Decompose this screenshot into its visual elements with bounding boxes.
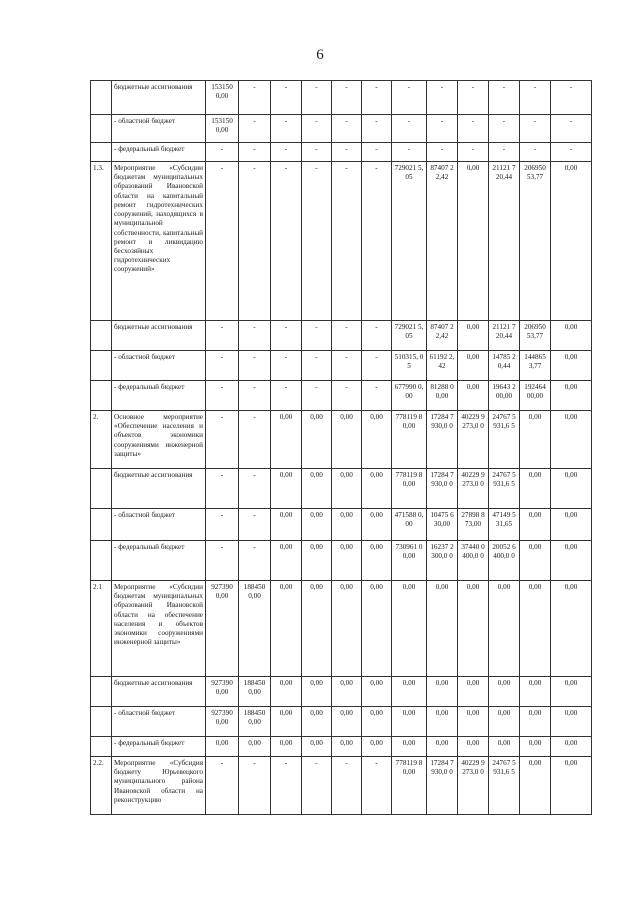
row-name: Мероприятие «Субсидии бюджетам муниципальных образований Ивановской области на капитальный ремонт гидротехнических сооружений, находящихся в муниципальной собственности, капитальный ремонт и ликвидацию бесхозяйных гидротехнических сооружений» <box>112 162 206 321</box>
row-value: - <box>206 541 239 581</box>
row-value: - <box>271 351 302 381</box>
row-value: - <box>302 381 332 411</box>
row-value: - <box>271 81 302 115</box>
row-value: 0,00 <box>551 677 592 707</box>
row-value: 0,00 <box>332 469 362 509</box>
row-value: - <box>362 115 392 143</box>
row-value: 0,00 <box>392 581 427 677</box>
row-value: - <box>271 162 302 321</box>
table-row <box>91 677 592 707</box>
row-value: 0,00 <box>551 381 592 411</box>
table-row <box>91 162 592 321</box>
row-value: 0,00 <box>302 737 332 757</box>
row-value: 81288 00,00 <box>427 381 458 411</box>
row-value: 0,00 <box>551 351 592 381</box>
row-value: - <box>362 381 392 411</box>
row-value: 14785 20,44 <box>489 351 520 381</box>
row-number: 1.3. <box>91 162 112 321</box>
row-name: - областной бюджет <box>112 509 206 541</box>
row-value: - <box>239 81 271 115</box>
row-name: - федеральный бюджет <box>112 381 206 411</box>
row-value: 61192 2,42 <box>427 351 458 381</box>
row-value: 0,00 <box>271 469 302 509</box>
row-value: - <box>302 143 332 162</box>
row-value: 40229 9273,0 0 <box>458 469 489 509</box>
row-value: - <box>362 321 392 351</box>
row-value: 0,00 <box>332 509 362 541</box>
row-value: - <box>271 143 302 162</box>
row-value: 778119 80,00 <box>392 757 427 815</box>
row-value: 0,00 <box>332 541 362 581</box>
row-value: 0,00 <box>271 707 302 737</box>
row-value: 0,00 <box>458 321 489 351</box>
row-value: - <box>302 162 332 321</box>
budget-table <box>90 80 592 815</box>
row-name: - областной бюджет <box>112 707 206 737</box>
row-name: бюджетные ассигнования <box>112 321 206 351</box>
row-name: бюджетные ассигнования <box>112 81 206 115</box>
row-value: 19643 200,00 <box>489 381 520 411</box>
row-value: - <box>206 143 239 162</box>
row-value: 144865 3,77 <box>520 351 551 381</box>
table-row <box>91 411 592 469</box>
row-value: 0,00 <box>427 737 458 757</box>
row-value: 188450 0,00 <box>239 677 271 707</box>
row-value: 0,00 <box>271 509 302 541</box>
row-value: - <box>362 351 392 381</box>
table-row <box>91 509 592 541</box>
row-value: 471588 0,00 <box>392 509 427 541</box>
row-value: 0,00 <box>362 541 392 581</box>
row-value: 0,00 <box>551 469 592 509</box>
row-value: - <box>332 351 362 381</box>
row-name: Мероприятие «Субсидии бюджетам муниципальных образований Ивановской области на обеспечение населения и объектов экономики сооружениями инженерной защиты» <box>112 581 206 677</box>
row-number <box>91 541 112 581</box>
row-value: 0,00 <box>302 541 332 581</box>
row-value: 0,00 <box>551 509 592 541</box>
row-value: - <box>302 81 332 115</box>
row-value: 0,00 <box>332 707 362 737</box>
row-value: - <box>489 143 520 162</box>
row-value: - <box>206 411 239 469</box>
row-value: 0,00 <box>520 737 551 757</box>
row-value: 0,00 <box>489 737 520 757</box>
row-value: - <box>332 81 362 115</box>
row-value: - <box>206 509 239 541</box>
row-value: 24767 5931,6 5 <box>489 757 520 815</box>
row-value: - <box>458 143 489 162</box>
row-value: - <box>392 81 427 115</box>
row-value: 0,00 <box>551 581 592 677</box>
row-number <box>91 351 112 381</box>
row-value: 0,00 <box>302 581 332 677</box>
row-value: 21121 720,44 <box>489 321 520 351</box>
row-value: - <box>332 143 362 162</box>
row-value: 0,00 <box>302 707 332 737</box>
row-value: 927390 0,00 <box>206 581 239 677</box>
row-value: 0,00 <box>271 411 302 469</box>
row-value: 677990 0,00 <box>392 381 427 411</box>
row-value: 24767 5931,6 5 <box>489 469 520 509</box>
row-value: 0,00 <box>332 737 362 757</box>
row-value: - <box>239 351 271 381</box>
row-value: - <box>239 469 271 509</box>
row-value: 16237 2300,0 0 <box>427 541 458 581</box>
row-value: 0,00 <box>392 677 427 707</box>
row-value: 0,00 <box>302 469 332 509</box>
row-value: - <box>206 351 239 381</box>
table-row <box>91 115 592 143</box>
row-value: 47149 531,65 <box>489 509 520 541</box>
row-value: - <box>427 81 458 115</box>
row-value: 0,00 <box>551 162 592 321</box>
row-value: 0,00 <box>551 541 592 581</box>
row-value: 0,00 <box>551 411 592 469</box>
row-value: - <box>239 541 271 581</box>
row-value: - <box>239 162 271 321</box>
row-value: - <box>427 143 458 162</box>
row-value: - <box>302 757 332 815</box>
row-number <box>91 143 112 162</box>
row-value: 37440 0400,0 0 <box>458 541 489 581</box>
row-value: 0,00 <box>332 411 362 469</box>
table-row <box>91 143 592 162</box>
row-value: 0,00 <box>520 707 551 737</box>
row-value: 206950 53,77 <box>520 321 551 351</box>
table-row <box>91 707 592 737</box>
row-value: 0,00 <box>332 581 362 677</box>
row-value: - <box>206 381 239 411</box>
row-value: - <box>302 351 332 381</box>
row-value: - <box>520 81 551 115</box>
row-value: 0,00 <box>520 469 551 509</box>
row-value: 0,00 <box>458 351 489 381</box>
row-value: - <box>271 757 302 815</box>
row-name: бюджетные ассигнования <box>112 677 206 707</box>
row-value: 0,00 <box>458 677 489 707</box>
row-value: 730961 00,00 <box>392 541 427 581</box>
row-name: - федеральный бюджет <box>112 143 206 162</box>
row-value: 0,00 <box>489 581 520 677</box>
row-number <box>91 677 112 707</box>
row-value: 0,00 <box>302 411 332 469</box>
row-value: - <box>427 115 458 143</box>
row-value: - <box>392 143 427 162</box>
row-value: - <box>489 115 520 143</box>
row-value: 0,00 <box>271 677 302 707</box>
row-value: 24767 5931,6 5 <box>489 411 520 469</box>
row-value: - <box>362 143 392 162</box>
row-value: 0,00 <box>427 581 458 677</box>
row-value: 0,00 <box>551 737 592 757</box>
row-value: 0,00 <box>271 541 302 581</box>
row-value: 927390 0,00 <box>206 677 239 707</box>
table-row <box>91 541 592 581</box>
row-value: - <box>362 162 392 321</box>
row-value: - <box>551 115 592 143</box>
row-value: 0,00 <box>362 737 392 757</box>
row-number: 2. <box>91 411 112 469</box>
row-name: - областной бюджет <box>112 351 206 381</box>
row-value: - <box>206 757 239 815</box>
row-value: - <box>271 321 302 351</box>
row-value: - <box>458 81 489 115</box>
row-value: 778119 80,00 <box>392 469 427 509</box>
row-value: - <box>332 757 362 815</box>
row-number <box>91 469 112 509</box>
row-value: - <box>239 411 271 469</box>
row-value: 0,00 <box>520 757 551 815</box>
row-value: 0,00 <box>551 757 592 815</box>
row-value: 0,00 <box>427 707 458 737</box>
row-value: 0,00 <box>362 707 392 737</box>
row-value: 0,00 <box>271 581 302 677</box>
row-value: 27898 873,00 <box>458 509 489 541</box>
row-value: - <box>271 115 302 143</box>
row-value: - <box>520 115 551 143</box>
row-value: 0,00 <box>458 737 489 757</box>
row-number: 2.2. <box>91 757 112 815</box>
row-value: - <box>392 115 427 143</box>
row-value: 927390 0,00 <box>206 707 239 737</box>
row-value: - <box>206 162 239 321</box>
row-number <box>91 381 112 411</box>
row-value: 0,00 <box>458 162 489 321</box>
row-value: 188450 0,00 <box>239 707 271 737</box>
row-value: 17284 7930,0 0 <box>427 757 458 815</box>
row-value: 0,00 <box>551 707 592 737</box>
row-value: 0,00 <box>362 581 392 677</box>
row-value: 87407 22,42 <box>427 321 458 351</box>
row-value: 192464 00,00 <box>520 381 551 411</box>
row-value: 21121 720,44 <box>489 162 520 321</box>
row-value: 0,00 <box>458 581 489 677</box>
row-value: 17284 7930,0 0 <box>427 411 458 469</box>
row-value: 40229 9273,0 0 <box>458 757 489 815</box>
table-row <box>91 737 592 757</box>
row-name: бюджетные ассигнования <box>112 469 206 509</box>
row-name: Мероприятие «Субсидия бюджету Юрьевецкого муниципального района Ивановской области на реконструкцию <box>112 757 206 815</box>
row-name: - федеральный бюджет <box>112 541 206 581</box>
row-number: 2.1 <box>91 581 112 677</box>
table-row <box>91 581 592 677</box>
row-value: 0,00 <box>362 469 392 509</box>
row-number <box>91 321 112 351</box>
row-value: 0,00 <box>239 737 271 757</box>
row-value: - <box>332 162 362 321</box>
row-value: 0,00 <box>489 707 520 737</box>
row-value: 206950 53,77 <box>520 162 551 321</box>
row-value: 0,00 <box>520 677 551 707</box>
row-value: 0,00 <box>392 737 427 757</box>
row-value: 0,00 <box>271 737 302 757</box>
row-value: 778119 80,00 <box>392 411 427 469</box>
row-value: - <box>520 143 551 162</box>
row-value: 153150 0,00 <box>206 115 239 143</box>
row-value: 729021 5,05 <box>392 321 427 351</box>
table-row <box>91 757 592 815</box>
row-value: - <box>239 115 271 143</box>
row-value: 40229 9273,0 0 <box>458 411 489 469</box>
row-value: - <box>362 81 392 115</box>
row-value: 0,00 <box>302 509 332 541</box>
row-value: 0,00 <box>206 737 239 757</box>
row-value: 0,00 <box>392 707 427 737</box>
row-number <box>91 509 112 541</box>
row-name: - федеральный бюджет <box>112 737 206 757</box>
table-row <box>91 381 592 411</box>
row-value: 0,00 <box>458 707 489 737</box>
row-value: 0,00 <box>332 677 362 707</box>
row-value: - <box>302 115 332 143</box>
row-value: 0,00 <box>458 381 489 411</box>
table-row <box>91 351 592 381</box>
row-number <box>91 707 112 737</box>
row-number <box>91 737 112 757</box>
row-value: 0,00 <box>520 581 551 677</box>
table-row <box>91 81 592 115</box>
row-value: - <box>239 321 271 351</box>
row-value: 17284 7930,0 0 <box>427 469 458 509</box>
row-value: 10475 630,00 <box>427 509 458 541</box>
row-value: - <box>332 115 362 143</box>
row-value: - <box>206 321 239 351</box>
row-value: - <box>458 115 489 143</box>
row-value: 510315, 05 <box>392 351 427 381</box>
row-value: - <box>206 469 239 509</box>
row-value: - <box>239 509 271 541</box>
table-row <box>91 469 592 509</box>
row-value: 0,00 <box>520 411 551 469</box>
row-name: Основное мероприятие «Обеспечение населения и объектов экономики сооружениями инженерной защиты» <box>112 411 206 469</box>
page-number: 6 <box>316 47 324 63</box>
row-value: 0,00 <box>520 541 551 581</box>
row-value: 87407 22,42 <box>427 162 458 321</box>
table-row <box>91 321 592 351</box>
row-value: 188450 0,00 <box>239 581 271 677</box>
row-value: - <box>239 143 271 162</box>
row-value: 0,00 <box>551 321 592 351</box>
row-value: 0,00 <box>520 509 551 541</box>
row-name: - областной бюджет <box>112 115 206 143</box>
row-value: - <box>489 81 520 115</box>
row-number <box>91 115 112 143</box>
row-value: 729021 5,05 <box>392 162 427 321</box>
row-value: - <box>302 321 332 351</box>
row-value: 0,00 <box>362 677 392 707</box>
row-value: - <box>332 321 362 351</box>
row-value: 0,00 <box>427 677 458 707</box>
row-value: - <box>239 757 271 815</box>
row-value: 0,00 <box>362 509 392 541</box>
row-value: - <box>362 757 392 815</box>
row-value: 0,00 <box>362 411 392 469</box>
row-value: - <box>332 381 362 411</box>
row-value: 153150 0,00 <box>206 81 239 115</box>
row-value: 20052 6400,0 0 <box>489 541 520 581</box>
row-value: - <box>551 143 592 162</box>
row-value: - <box>239 381 271 411</box>
row-number <box>91 81 112 115</box>
row-value: 0,00 <box>489 677 520 707</box>
row-value: - <box>271 381 302 411</box>
row-value: - <box>551 81 592 115</box>
row-value: 0,00 <box>302 677 332 707</box>
